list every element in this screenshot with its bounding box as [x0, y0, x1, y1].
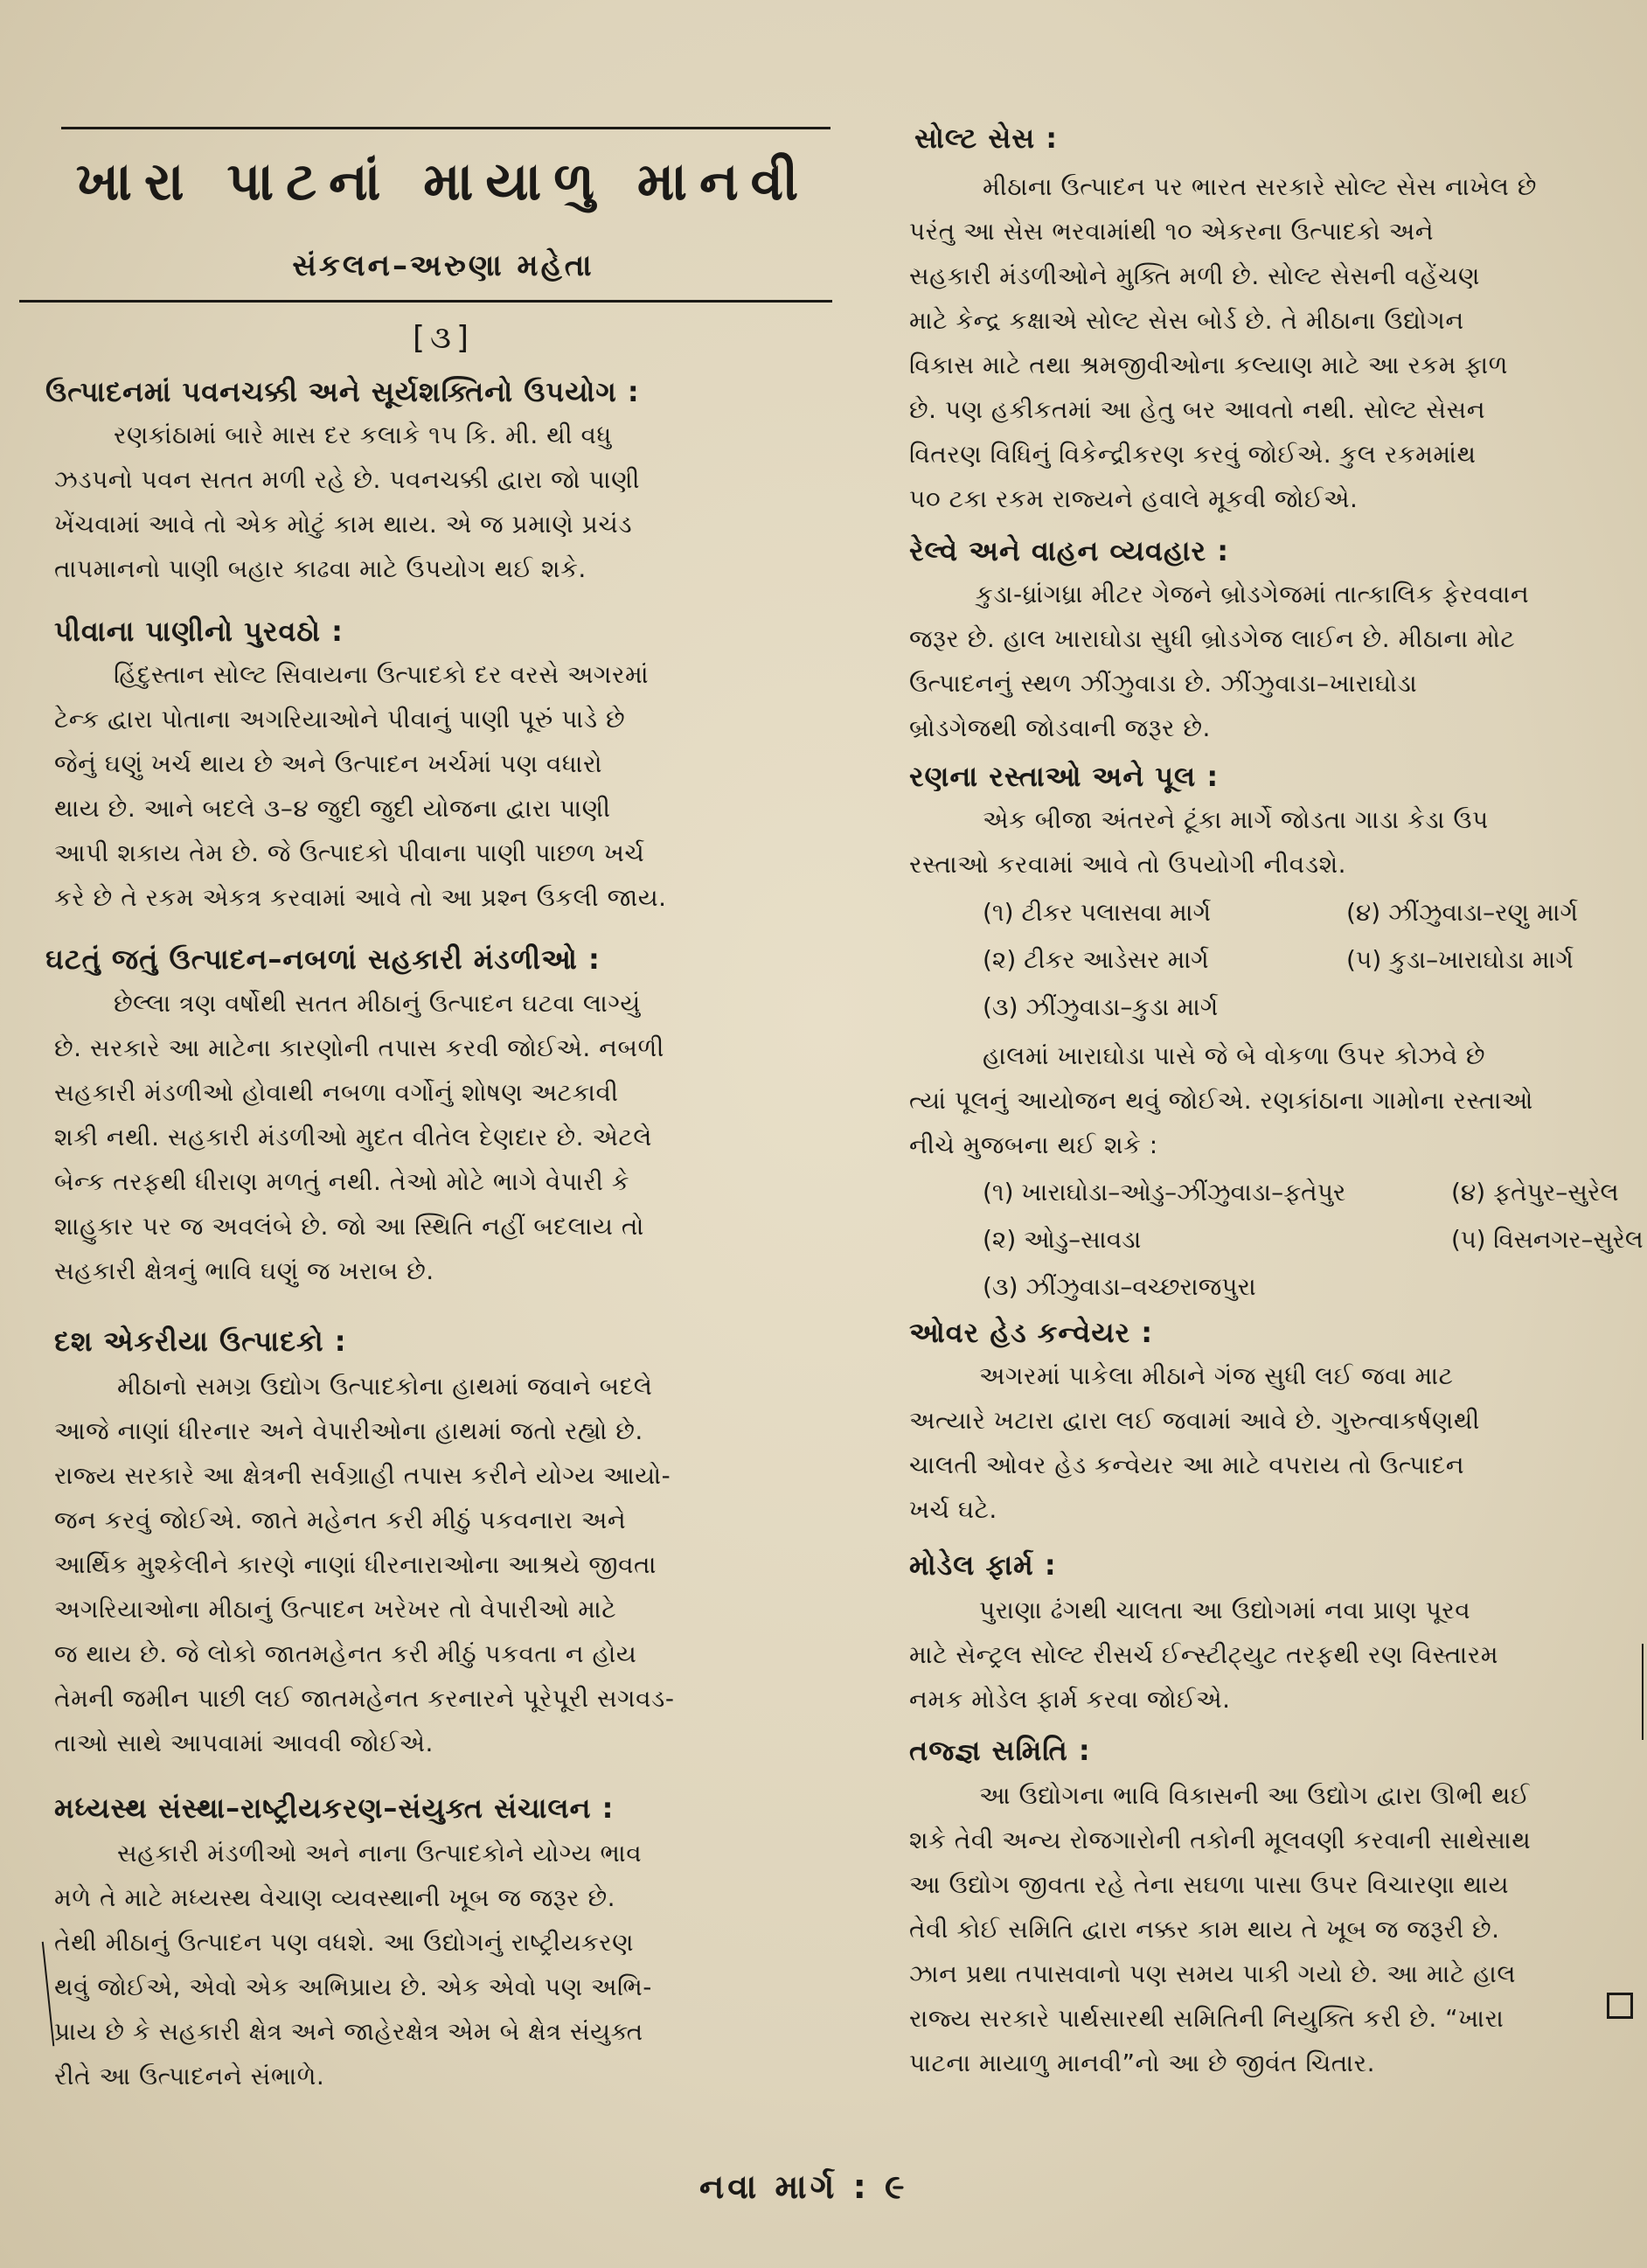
route-item: (૫) કુડા–ખારાઘોડા માર્ગ	[1346, 945, 1574, 974]
paragraph-line: નીચે મુજબના થઈ શકે :	[909, 1131, 1158, 1159]
margin-pencil-mark	[1635, 1644, 1644, 1740]
route-item: (૧) ખારાઘોડા–ઓડુ–ઝીંઝુવાડા–ફતેપુર	[983, 1178, 1346, 1207]
route-item: (૩) ઝીંઝુવાડા–કુડા માર્ગ	[983, 992, 1219, 1021]
paragraph-line: તેથી મીઠાનું ઉત્પાદન પણ વધશે. આ ઉદ્યોગનું રાષ્ટ્રીયકરણ	[54, 1928, 635, 1957]
title-bottom-rule	[19, 300, 832, 303]
paragraph-line: પરંતુ આ સેસ ભરવામાંથી ૧૦ એકરના ઉત્પાદકો અને	[909, 217, 1435, 246]
paragraph-line: આ ઉદ્યોગ જીવતા રહે તેના સઘળા પાસા ઉપર વિચારણા થાય	[909, 1870, 1510, 1899]
paragraph-line: આજે નાણાં ધીરનાર અને વેપારીઓના હાથમાં જતો રહ્યો છે.	[54, 1416, 643, 1445]
paragraph-line: વિતરણ વિધિનું વિકેન્દ્રીકરણ કરવું જોઈએ. કુલ રકમમાંથ	[909, 440, 1477, 469]
paragraph-line: મીઠાના ઉત્પાદન પર ભારત સરકારે સોલ્ટ સેસ નાખેલ છે	[983, 172, 1537, 201]
paragraph-line: નમક મોડેલ ફાર્મ કરવા જોઈએ.	[909, 1685, 1231, 1714]
part-number: [૩]	[412, 320, 475, 356]
paragraph-line: શાહુકાર પર જ અવલંબે છે. જો આ સ્થિતિ નહીં બદલાય તો	[54, 1212, 644, 1241]
route-item: (૨) ટીકર આડેસર માર્ગ	[983, 945, 1209, 974]
paragraph-line: જરૂર છે. હાલ ખારાઘોડા સુધી બ્રોડગેજ લાઈન છે. મીઠાના મોટ	[909, 624, 1516, 653]
section-heading: સોલ્ટ સેસ :	[914, 122, 1059, 155]
section-heading: ઘટતું જતું ઉત્પાદન–નબળાં સહકારી મંડળીઓ :	[45, 943, 601, 976]
paragraph-line: ખર્ચ ઘટે.	[909, 1495, 997, 1524]
route-item: (૧) ટીકર પલાસવા માર્ગ	[983, 898, 1212, 927]
paragraph-line: સહકારી મંડળીઓ હોવાથી નબળા વર્ગોનું શોષણ અટકાવી	[54, 1078, 619, 1107]
paragraph-line: અગરમાં પાકેલા મીઠાને ગંજ સુધી લઈ જવા માટ	[979, 1361, 1454, 1390]
route-item: (૨) ઓડુ–સાવડા	[983, 1225, 1142, 1254]
paragraph-line: આ ઉદ્યોગના ભાવિ વિકાસની આ ઉદ્યોગ દ્વારા ઊભી થઈ	[979, 1781, 1530, 1810]
paragraph-line: રસ્તાઓ કરવામાં આવે તો ઉપયોગી નીવડશે.	[909, 850, 1347, 879]
paragraph-line: ઝડપનો પવન સતત મળી રહે છે. પવનચક્કી દ્વારા જો પાણી	[54, 465, 641, 494]
section-heading: તજ્જ્ઞ સમિતિ :	[909, 1734, 1091, 1767]
paragraph-line: સહકારી ક્ષેત્રનું ભાવિ ઘણું જ ખરાબ છે.	[54, 1256, 434, 1285]
paragraph-line: છે. સરકારે આ માટેના કારણોની તપાસ કરવી જોઈએ. નબળી	[54, 1033, 664, 1062]
route-item: (૫) વિસનગર–સુરેલ	[1451, 1225, 1644, 1254]
paragraph-line: બેન્ક તરફથી ધીરાણ મળતું નથી. તેઓ મોટે ભાગે વેપારી કે	[54, 1167, 630, 1196]
paragraph-line: માટે સેન્ટ્રલ સોલ્ટ રીસર્ચ ઈન્સ્ટીટ્યુટ તરફથી રણ વિસ્તારમ	[909, 1640, 1499, 1669]
paragraph-line: જ થાય છે. જે લોકો જાતમહેનત કરી મીઠું પકવતા ન હોય	[54, 1639, 637, 1668]
paragraph-line: મળે તે માટે મધ્યસ્થ વેચાણ વ્યવસ્થાની ખૂબ જ જરૂર છે.	[54, 1883, 616, 1912]
paragraph-line: આર્થિક મુશ્કેલીને કારણે નાણાં ધીરનારાઓના આશ્રયે જીવતા	[54, 1550, 657, 1579]
paragraph-line: સહકારી મંડળીઓને મુક્તિ મળી છે. સોલ્ટ સેસની વહેંચણ	[909, 261, 1480, 290]
paragraph-line: કુડા-ધ્રાંગધ્રા મીટર ગેજને બ્રોડગેજમાં તાત્કાલિક ફેરવવાન	[976, 580, 1530, 609]
section-heading: ઉત્પાદનમાં પવનચક્કી અને સૂર્યશક્તિનો ઉપયોગ :	[45, 375, 640, 408]
paragraph-line: જન કરવું જોઈએ. જાતે મહેનત કરી મીઠું પકવનારા અને	[54, 1506, 627, 1534]
paragraph-line: કરે છે તે રકમ એકત્ર કરવામાં આવે તો આ પ્રશ્ન ઉકલી જાય.	[54, 883, 667, 912]
paragraph-line: આપી શકાય તેમ છે. જે ઉત્પાદકો પીવાના પાણી પાછળ ખર્ચ	[54, 838, 645, 867]
route-item: (૩) ઝીંઝુવાડા–વચ્છરાજપુરા	[983, 1272, 1256, 1301]
route-item: (૪) ઝીંઝુવાડા–રણુ માર્ગ	[1346, 898, 1578, 927]
paragraph-line: હાલમાં ખારાઘોડા પાસે જે બે વોકળા ઉપર કોઝવે છે	[983, 1041, 1485, 1070]
paragraph-line: બ્રોડગેજથી જોડવાની જરૂર છે.	[909, 713, 1211, 742]
section-heading: ઓવર હેડ કન્વેયર :	[909, 1316, 1154, 1349]
paragraph-line: ચાલતી ઓવર હેડ કન્વેયર આ માટે વપરાય તો ઉત્પાદન	[909, 1451, 1465, 1479]
paragraph-line: તાઓ સાથે આપવામાં આવવી જોઈએ.	[54, 1729, 434, 1757]
paragraph-line: થવું જોઈએ, એવો એક અભિપ્રાય છે. એક એવો પણ અભિ-	[54, 1972, 652, 2001]
paragraph-line: થાય છે. આને બદલે ૩–૪ જુદી જુદી યોજના દ્વારા પાણી	[54, 794, 611, 823]
paragraph-line: છે. પણ હકીકતમાં આ હેતુ બર આવતો નથી. સોલ્ટ સેસન	[909, 395, 1486, 424]
paragraph-line: ત્યાં પૂલનું આયોજન થવું જોઈએ. રણકાંઠાના ગામોના રસ્તાઓ	[909, 1086, 1533, 1115]
end-of-article-box-icon	[1607, 1993, 1633, 2019]
paragraph-line: છેલ્લા ત્રણ વર્ષોથી સતત મીઠાનું ઉત્પાદન ઘટવા લાગ્યું	[114, 989, 641, 1018]
paragraph-line: વિકાસ માટે તથા શ્રમજીવીઓના કલ્યાણ માટે આ રકમ ફાળ	[909, 351, 1508, 379]
paragraph-line: પાટના માયાળુ માનવી”નો આ છે જીવંત ચિતાર.	[909, 2049, 1376, 2077]
section-heading: મોડેલ ફાર્મ :	[909, 1548, 1057, 1582]
paragraph-line: માટે કેન્દ્ર કક્ષાએ સોલ્ટ સેસ બોર્ડ છે. તે મીઠાના ઉદ્યોગન	[909, 306, 1464, 335]
section-heading: પીવાના પાણીનો પુરવઠો :	[54, 615, 344, 648]
paragraph-line: મીઠાનો સમગ્ર ઉદ્યોગ ઉત્પાદકોના હાથમાં જવાને બદલે	[117, 1372, 653, 1401]
paragraph-line: શકી નથી. સહકારી મંડળીઓ મુદત વીતેલ દેણદાર છે. એટલે	[54, 1123, 652, 1151]
route-item: (૪) ફતેપુર–સુરેલ	[1451, 1178, 1619, 1207]
title-top-rule	[61, 127, 830, 129]
paragraph-line: પુરાણા ઢંગથી ચાલતા આ ઉદ્યોગમાં નવા પ્રાણ પૂરવ	[979, 1596, 1471, 1624]
paragraph-line: અગરિયાઓના મીઠાનું ઉત્પાદન ખરેખર તો વેપારીઓ માટે	[54, 1595, 617, 1624]
section-heading: મધ્યસ્થ સંસ્થા–રાષ્ટ્રીયકરણ–સંયુક્ત સંચાલન :	[54, 1791, 615, 1825]
paragraph-line: તાપમાનનો પાણી બહાર કાઢવા માટે ઉપયોગ થઈ શકે.	[54, 554, 587, 583]
paragraph-line: તેવી કોઈ સમિતિ દ્વારા નક્કર કામ થાય તે ખૂબ જ જરૂરી છે.	[909, 1915, 1500, 1944]
paragraph-line: જેનું ઘણું ખર્ચ થાય છે અને ઉત્પાદન ખર્ચમાં પણ વધારો	[54, 749, 603, 778]
paragraph-line: ૫૦ ટકા રકમ રાજ્યને હવાલે મૂકવી જોઈએ.	[909, 484, 1359, 513]
paragraph-line: પ્રાય છે કે સહકારી ક્ષેત્ર અને જાહેરક્ષેત્ર એમ બે ક્ષેત્ર સંયુક્ત	[54, 2017, 643, 2046]
paragraph-line: રાજ્ય સરકારે પાર્થસારથી સમિતિની નિયુક્તિ કરી છે. “ખારા	[909, 2004, 1505, 2033]
page-footer: નવા માર્ગ : ૯	[699, 2167, 908, 2206]
section-heading: રણના રસ્તાઓ અને પૂલ :	[909, 760, 1220, 793]
paragraph-line: રીતે આ ઉત્પાદનને સંભાળે.	[54, 2062, 325, 2091]
paragraph-line: એક બીજા અંતરને ટૂંકા માર્ગે જોડતા ગાડા કેડા ઉપ	[983, 805, 1489, 834]
article-byline: સંકલન–અરુણા મહેતા	[292, 248, 594, 283]
paragraph-line: શકે તેવી અન્ય રોજગારોની તકોની મૂલવણી કરવાની સાથેસાથ	[909, 1826, 1532, 1854]
paragraph-line: હિંદુસ્તાન સોલ્ટ સિવાયના ઉત્પાદકો દર વરસે અગરમાં	[114, 660, 650, 689]
paragraph-line: રણકાંઠામાં બારે માસ દર કલાકે ૧૫ કિ. મી. થી વધુ	[114, 421, 612, 449]
paragraph-line: ઉત્પાદનનું સ્થળ ઝીંઝુવાડા છે. ઝીંઝુવાડા–ખારાઘોડા	[909, 669, 1418, 698]
paragraph-line: ઝાન પ્રથા તપાસવાનો પણ સમય પાકી ગયો છે. આ માટે હાલ	[909, 1959, 1517, 1988]
article-title: ખારા પાટનાં માયાળુ માનવી	[75, 151, 811, 212]
paragraph-line: અત્યારે ખટારા દ્વારા લઈ જવામાં આવે છે. ગુરુત્વાકર્ષણથી	[909, 1406, 1480, 1435]
section-heading: દશ એકરીયા ઉત્પાદકો :	[54, 1325, 347, 1358]
paragraph-line: સહકારી મંડળીઓ અને નાના ઉત્પાદકોને યોગ્ય ભાવ	[117, 1839, 643, 1868]
section-heading: રેલ્વે અને વાહન વ્યવહાર :	[909, 534, 1230, 567]
paragraph-line: ખેંચવામાં આવે તો એક મોટું કામ થાય. એ જ પ્રમાણે પ્રચંડ	[54, 510, 633, 539]
paragraph-line: તેમની જમીન પાછી લઈ જાતમહેનત કરનારને પૂરેપૂરી સગવડ-	[54, 1684, 675, 1713]
paragraph-line: ટેન્ક દ્વારા પોતાના અગરિયાઓને પીવાનું પાણી પૂરું પાડે છે	[54, 705, 626, 734]
paragraph-line: રાજ્ય સરકારે આ ક્ષેત્રની સર્વગ્રાહી તપાસ કરીને યોગ્ય આયો-	[54, 1461, 671, 1490]
